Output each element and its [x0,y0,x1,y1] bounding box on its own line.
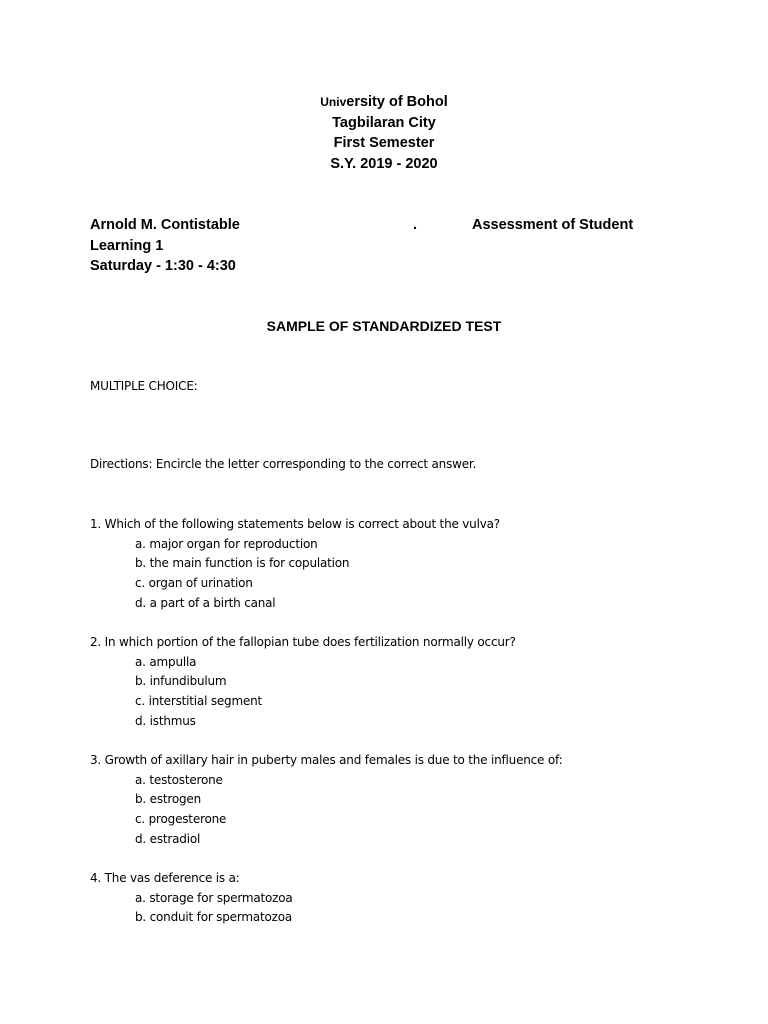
instructor-name: Arnold M. Contistable [90,217,240,233]
question-text: 2. In which portion of the fallopian tube does fertilization normally occur? [90,634,516,649]
course-info-row [90,215,690,236]
answer-choice: c. progesterone [135,811,227,826]
semester-label: First Semester [333,135,435,151]
section-label: MULTIPLE CHOICE: [90,379,198,393]
answer-choice: a. major organ for reproduction [135,536,318,551]
university-name-rest: ersity of Bohol [346,94,448,110]
city-name: Tagbilaran City [332,114,436,131]
answer-choice: d. estradiol [135,831,201,846]
separator-dot: . [413,217,418,233]
school-year-label: S.Y. 2019 - 2020 [330,155,438,172]
question-text: 4. The vas deference is a: [90,870,240,885]
answer-choice: b. the main function is for copulation [135,556,350,571]
course-info [90,215,690,277]
subject-name: Assessment of Student [472,217,634,233]
answer-choice: a. ampulla [135,654,197,669]
question-item [90,633,710,731]
test-title: SAMPLE OF STANDARDIZED TEST [266,318,502,334]
answer-choice: d. isthmus [135,713,196,728]
answer-choice: a. testosterone [135,772,223,787]
question-item [90,751,710,849]
answer-choice: b. infundibulum [135,674,227,689]
answer-choice: b. conduit for spermatozoa [135,910,293,925]
answer-choice: c. interstitial segment [135,694,263,708]
subject-name-continued: Learning 1 [90,237,164,254]
question-item [90,515,710,613]
directions-text: Directions: Encircle the letter corresponding to the correct answer. [90,457,477,471]
answer-choice: d. a part of a birth canal [135,595,276,610]
answer-choice: c. organ of urination [135,576,253,591]
question-text: 1. Which of the following statements below is correct about the vulva? [90,517,500,531]
class-schedule: Saturday - 1:30 - 4:30 [90,258,236,274]
question-list [90,515,710,947]
university-name-prefix: Univ [320,95,347,109]
answer-choice: b. estrogen [135,792,202,807]
answer-choice: a. storage for spermatozoa [135,890,293,905]
document-header [0,92,768,174]
question-text: 3. Growth of axillary hair in puberty males and females is due to the influence of: [90,752,563,767]
question-item [90,869,710,928]
university-name [0,92,768,113]
